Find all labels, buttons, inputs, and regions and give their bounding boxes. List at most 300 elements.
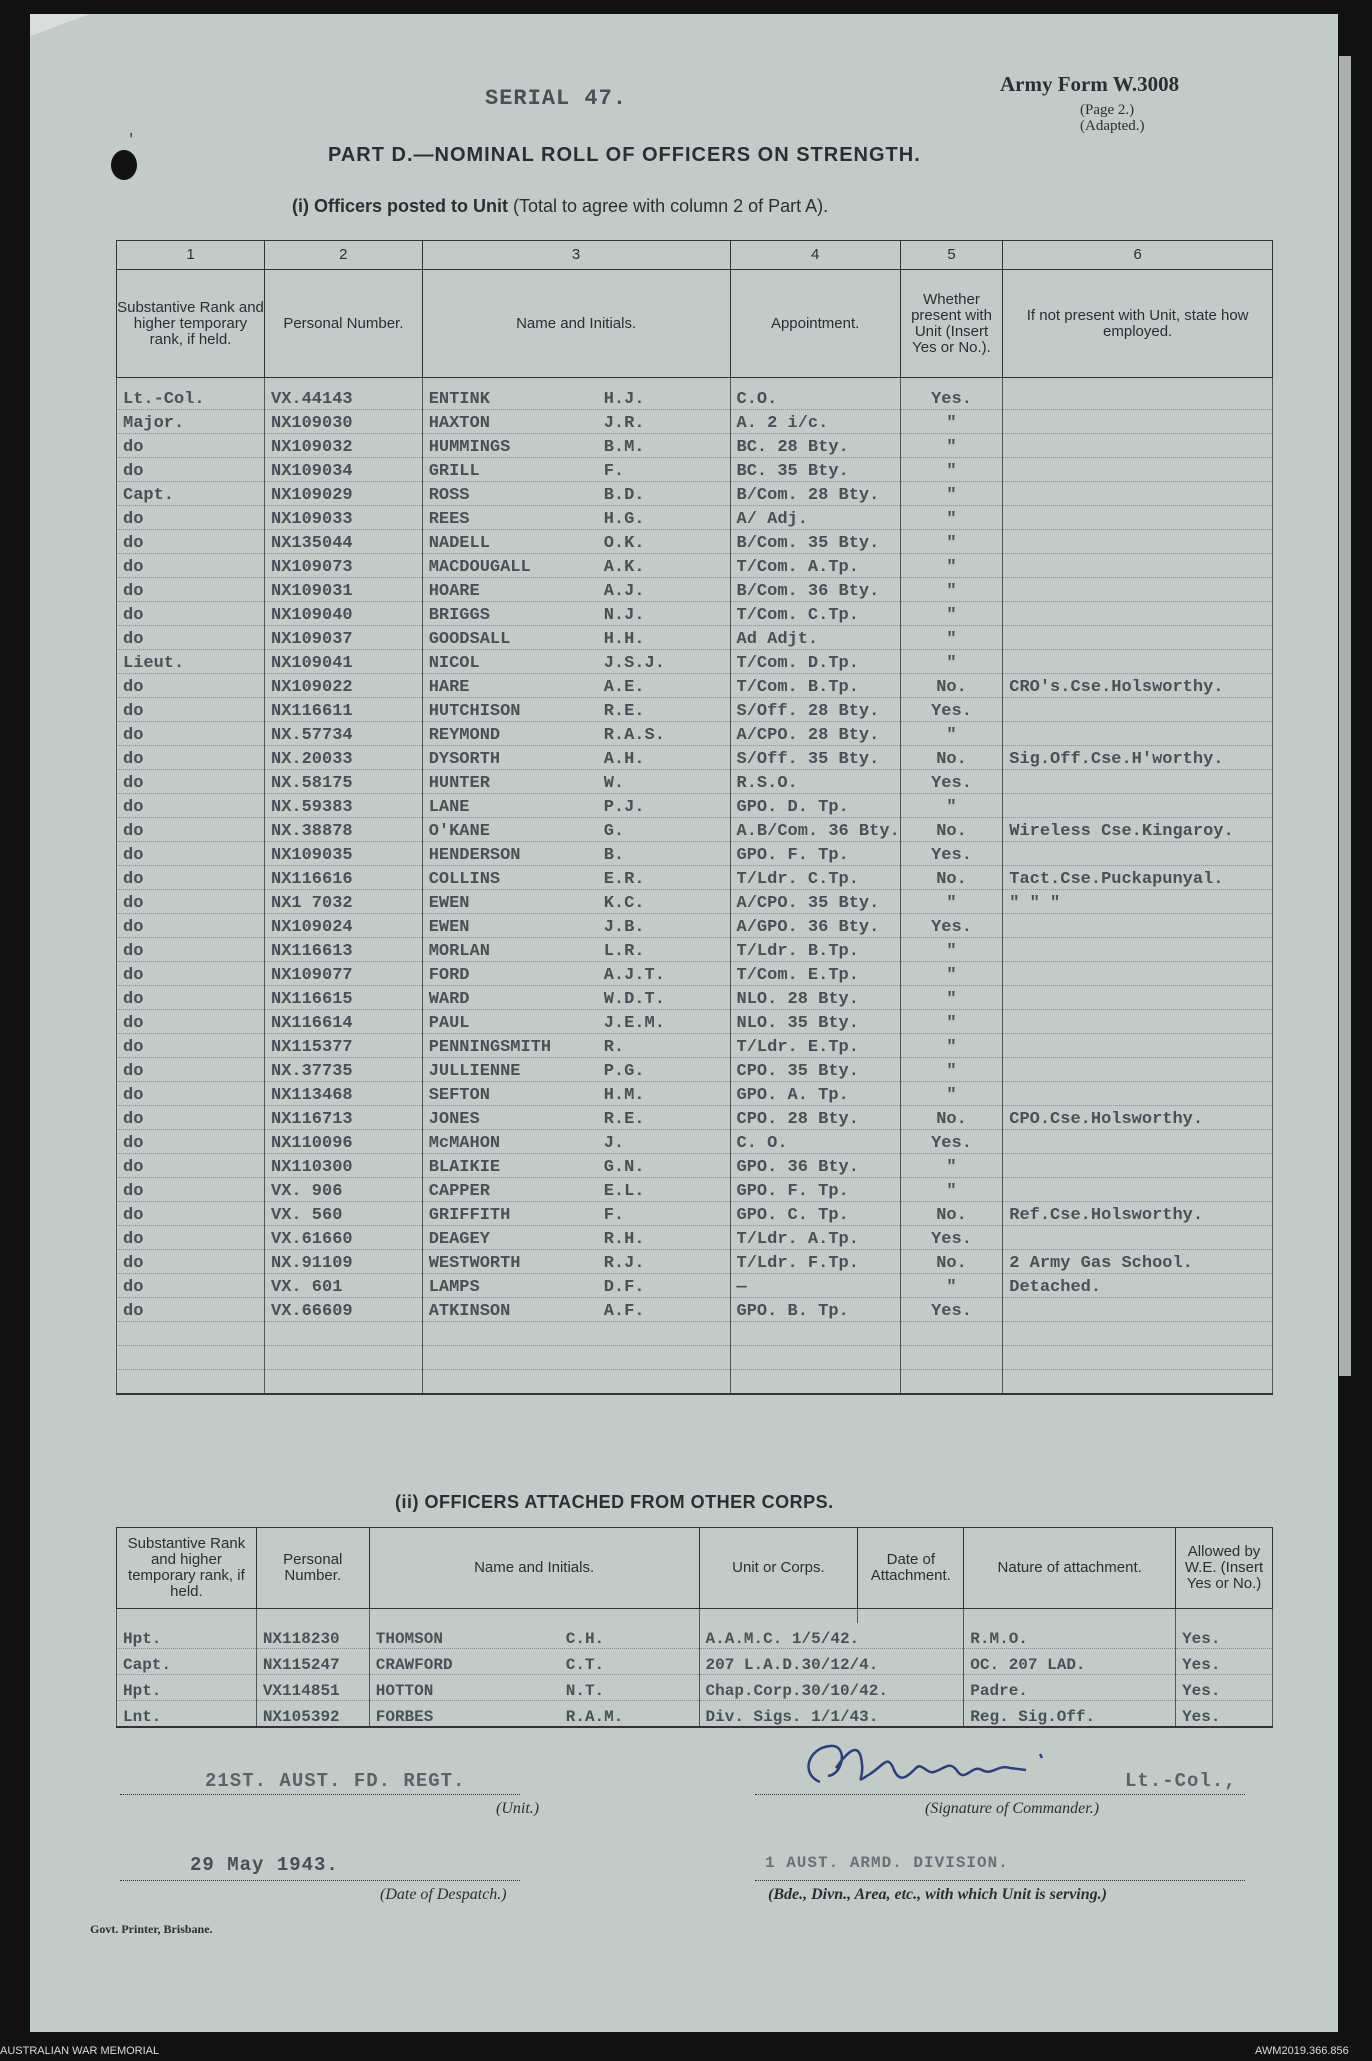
present-cell: Yes. — [900, 770, 1003, 794]
personal-number-cell: NX116613 — [265, 938, 423, 962]
table-row — [117, 818, 1273, 842]
surname: GRILL — [428, 462, 480, 481]
employment-cell — [1003, 1034, 1273, 1058]
personal-number-cell — [265, 1370, 423, 1395]
rank-cell: do — [117, 1226, 265, 1250]
rank-cell — [117, 1370, 265, 1395]
present-cell: " — [900, 890, 1003, 914]
name-cell — [422, 578, 730, 602]
employment-cell — [1003, 1154, 1273, 1178]
initials: K.C. — [603, 894, 645, 913]
employment-cell — [1003, 578, 1273, 602]
rank-cell: do — [117, 530, 265, 554]
appointment-cell: B/Com. 36 Bty. — [730, 578, 900, 602]
personal-number-cell: NX135044 — [265, 530, 423, 554]
appointment-cell: T/Ldr. E.Tp. — [730, 1034, 900, 1058]
present-cell: Yes. — [900, 698, 1003, 722]
surname: GOODSALL — [428, 630, 511, 649]
rank-cell: do — [117, 1010, 265, 1034]
paper-edge-tab — [1339, 56, 1351, 1376]
attached-spacer-row — [117, 1609, 1273, 1624]
surname: SEFTON — [428, 1086, 490, 1105]
name-cell — [422, 1298, 730, 1322]
name-cell — [422, 674, 730, 698]
table-row — [117, 1154, 1273, 1178]
present-cell: " — [900, 1058, 1003, 1082]
appointment-cell: GPO. 36 Bty. — [730, 1154, 900, 1178]
initials: F. — [603, 462, 625, 481]
rank-cell: do — [117, 986, 265, 1010]
surname: COLLINS — [428, 870, 501, 889]
present-cell: " — [900, 1034, 1003, 1058]
table-row — [117, 530, 1273, 554]
column-number: 3 — [422, 241, 730, 270]
name-cell — [422, 554, 730, 578]
archive-credit: AUSTRALIAN WAR MEMORIAL — [0, 2045, 160, 2057]
appointment-cell: T/Ldr. A.Tp. — [730, 1226, 900, 1250]
present-cell: " — [900, 434, 1003, 458]
name-cell — [422, 1226, 730, 1250]
surname: JULLIENNE — [428, 1062, 521, 1081]
surname: MORLAN — [428, 942, 490, 961]
present-cell: Yes. — [900, 1226, 1003, 1250]
appointment-cell: CPO. 28 Bty. — [730, 1106, 900, 1130]
name-cell — [422, 1370, 730, 1395]
rank-cell: do — [117, 1298, 265, 1322]
name-cell — [422, 770, 730, 794]
employment-cell: CPO.Cse.Holsworthy. — [1003, 1106, 1273, 1130]
commander-rank: Lt.-Col., — [1125, 1770, 1237, 1792]
rank-cell: do — [117, 434, 265, 458]
personal-number-cell: NX110096 — [265, 1130, 423, 1154]
name-cell — [422, 722, 730, 746]
appointment-cell: A.B/Com. 36 Bty. — [730, 818, 900, 842]
unit-and-date-cell: Chap.Corp.30/10/42. — [699, 1675, 964, 1701]
employment-cell — [1003, 986, 1273, 1010]
name-cell — [422, 1202, 730, 1226]
present-cell: " — [900, 1010, 1003, 1034]
surname: REES — [428, 510, 470, 529]
name-cell — [422, 1178, 730, 1202]
employment-cell — [1003, 962, 1273, 986]
surname: THOMSON — [375, 1630, 443, 1648]
present-cell: Yes. — [900, 914, 1003, 938]
table-row — [117, 962, 1273, 986]
table-row — [117, 578, 1273, 602]
column-header: If not present with Unit, state how employed. — [1003, 270, 1273, 378]
personal-number-cell: VX.44143 — [265, 378, 423, 410]
table-row — [117, 1034, 1273, 1058]
name-cell — [369, 1675, 699, 1701]
table-row — [117, 1010, 1273, 1034]
surname: LANE — [428, 798, 470, 817]
employment-cell: Wireless Cse.Kingaroy. — [1003, 818, 1273, 842]
rank-cell: Lieut. — [117, 650, 265, 674]
name-cell — [422, 698, 730, 722]
appointment-cell: — — [730, 1274, 900, 1298]
employment-cell: CRO's.Cse.Holsworthy. — [1003, 674, 1273, 698]
employment-cell — [1003, 1082, 1273, 1106]
personal-number-cell: VX. 906 — [265, 1178, 423, 1202]
present-cell: " — [900, 938, 1003, 962]
surname: LAMPS — [428, 1278, 480, 1297]
present-cell: Yes. — [900, 1130, 1003, 1154]
personal-number-cell: VX. 560 — [265, 1202, 423, 1226]
attached-column-header: Nature of attachment. — [964, 1528, 1176, 1609]
serial-number: SERIAL 47. — [485, 86, 628, 111]
table-row — [117, 602, 1273, 626]
name-cell — [422, 1154, 730, 1178]
table-row — [117, 626, 1273, 650]
table-row — [117, 770, 1273, 794]
initials: J.S.J. — [603, 654, 665, 673]
employment-cell — [1003, 1130, 1273, 1154]
attached-column-header: Substantive Rank and higher temporary rank, if held. — [117, 1528, 257, 1609]
nature-cell: OC. 207 LAD. — [964, 1649, 1176, 1675]
surname: PAUL — [428, 1014, 470, 1033]
surname: ROSS — [428, 486, 470, 505]
section-i-bold: (i) Officers posted to Unit — [292, 196, 508, 216]
archive-accession: AWM2019.366.856 — [1255, 2045, 1349, 2057]
surname: HOTTON — [375, 1682, 434, 1700]
appointment-cell: GPO. A. Tp. — [730, 1082, 900, 1106]
form-sheet — [30, 14, 1338, 2032]
spacer-cell — [256, 1609, 369, 1624]
table-row — [117, 866, 1273, 890]
personal-number-cell: NX116713 — [265, 1106, 423, 1130]
surname: EWEN — [428, 894, 470, 913]
appointment-cell: T/Com. E.Tp. — [730, 962, 900, 986]
attached-row — [117, 1649, 1273, 1675]
name-cell — [422, 650, 730, 674]
table-row — [117, 554, 1273, 578]
employment-cell — [1003, 842, 1273, 866]
personal-number-cell: NX.59383 — [265, 794, 423, 818]
initials: R.E. — [603, 702, 645, 721]
column-header: Whether present with Unit (Insert Yes or No.). — [900, 270, 1003, 378]
employment-cell — [1003, 482, 1273, 506]
table-row — [117, 650, 1273, 674]
initials: A.K. — [603, 558, 645, 577]
unit-and-date-cell: 207 L.A.D.30/12/4. — [699, 1649, 964, 1675]
present-cell: " — [900, 1274, 1003, 1298]
personal-number-cell — [265, 1322, 423, 1346]
table-row — [117, 506, 1273, 530]
present-cell: No. — [900, 674, 1003, 698]
attached-column-header: Personal Number. — [256, 1528, 369, 1609]
present-cell: " — [900, 722, 1003, 746]
personal-number-cell: NX109030 — [265, 410, 423, 434]
initials: R.J. — [603, 1254, 645, 1273]
employment-cell — [1003, 1058, 1273, 1082]
rank-cell: do — [117, 770, 265, 794]
initials: J.R. — [603, 414, 645, 433]
employment-cell: Detached. — [1003, 1274, 1273, 1298]
name-cell — [422, 866, 730, 890]
name-cell — [369, 1649, 699, 1675]
rank-cell: do — [117, 554, 265, 578]
surname: McMAHON — [428, 1134, 501, 1153]
name-cell — [422, 1106, 730, 1130]
surname: HUTCHISON — [428, 702, 521, 721]
rank-cell: do — [117, 1178, 265, 1202]
employment-cell: Ref.Cse.Holsworthy. — [1003, 1202, 1273, 1226]
appointment-cell: T/Com. A.Tp. — [730, 554, 900, 578]
present-cell: " — [900, 794, 1003, 818]
table-row — [117, 1346, 1273, 1370]
employment-cell — [1003, 458, 1273, 482]
despatch-date-typed: 29 May 1943. — [190, 1854, 339, 1876]
present-cell: " — [900, 650, 1003, 674]
employment-cell — [1003, 938, 1273, 962]
table-row — [117, 482, 1273, 506]
personal-number-cell: NX.58175 — [265, 770, 423, 794]
attached-column-header: Unit or Corps. — [699, 1528, 858, 1609]
attached-row — [117, 1675, 1273, 1701]
personal-number-cell: NX116611 — [265, 698, 423, 722]
personal-number-cell: NX.57734 — [265, 722, 423, 746]
initials: W.D.T. — [603, 990, 665, 1009]
rank-cell: do — [117, 626, 265, 650]
initials: P.G. — [603, 1062, 645, 1081]
initials: R.A.M. — [565, 1708, 624, 1726]
name-cell — [422, 1250, 730, 1274]
present-cell: " — [900, 626, 1003, 650]
rank-cell: Lnt. — [117, 1701, 257, 1728]
rank-cell: do — [117, 1202, 265, 1226]
employment-cell — [1003, 626, 1273, 650]
rank-cell: Hpt. — [117, 1675, 257, 1701]
personal-number-cell: VX. 601 — [265, 1274, 423, 1298]
employment-cell — [1003, 1298, 1273, 1322]
appointment-cell: GPO. C. Tp. — [730, 1202, 900, 1226]
initials: R.E. — [603, 1110, 645, 1129]
formation-line — [755, 1880, 1245, 1881]
spacer-cell — [369, 1609, 699, 1624]
column-number: 5 — [900, 241, 1003, 270]
present-cell: " — [900, 530, 1003, 554]
nature-cell: R.M.O. — [964, 1623, 1176, 1649]
unit-label: (Unit.) — [496, 1800, 540, 1817]
attached-column-header: Allowed by W.E. (Insert Yes or No.) — [1176, 1528, 1273, 1609]
section-i-title — [292, 196, 828, 217]
table-row — [117, 1082, 1273, 1106]
table-row — [117, 914, 1273, 938]
present-cell: No. — [900, 866, 1003, 890]
table-row — [117, 722, 1273, 746]
surname: FORD — [428, 966, 470, 985]
unit-typed: 21ST. AUST. FD. REGT. — [205, 1770, 466, 1792]
name-cell — [422, 626, 730, 650]
torn-corner — [30, 14, 90, 36]
spacer-cell — [964, 1609, 1176, 1624]
allowed-cell: Yes. — [1176, 1649, 1273, 1675]
name-cell — [422, 794, 730, 818]
page-number: (Page 2.) — [1080, 102, 1135, 118]
employment-cell: " " " — [1003, 890, 1273, 914]
personal-number-cell: NX109029 — [265, 482, 423, 506]
rank-cell: do — [117, 1034, 265, 1058]
appointment-cell: GPO. F. Tp. — [730, 842, 900, 866]
name-cell — [422, 746, 730, 770]
formation-typed: 1 AUST. ARMD. DIVISION. — [765, 1854, 1009, 1872]
adapted-note: (Adapted.) — [1080, 118, 1145, 134]
rank-cell: Lt.-Col. — [117, 378, 265, 410]
personal-number-cell: NX.91109 — [265, 1250, 423, 1274]
employment-cell — [1003, 506, 1273, 530]
surname: DYSORTH — [428, 750, 501, 769]
spacer-cell — [117, 1609, 257, 1624]
initials: A.H. — [603, 750, 645, 769]
rank-cell: Capt. — [117, 482, 265, 506]
personal-number-cell: VX114851 — [256, 1675, 369, 1701]
surname: O'KANE — [428, 822, 490, 841]
table-row — [117, 1058, 1273, 1082]
initials: C.T. — [565, 1656, 605, 1674]
personal-number-cell: NX109037 — [265, 626, 423, 650]
employment-cell — [1003, 602, 1273, 626]
name-cell — [422, 1082, 730, 1106]
present-cell: " — [900, 410, 1003, 434]
initials: C.H. — [565, 1630, 605, 1648]
attached-row — [117, 1701, 1273, 1728]
appointment-cell: A/ Adj. — [730, 506, 900, 530]
rank-cell: Major. — [117, 410, 265, 434]
unit-and-date-cell: A.A.M.C. 1/5/42. — [699, 1623, 964, 1649]
surname: NICOL — [428, 654, 480, 673]
employment-cell — [1003, 1346, 1273, 1370]
rank-cell: do — [117, 1250, 265, 1274]
initials: W. — [603, 774, 625, 793]
rank-cell: do — [117, 746, 265, 770]
surname: FORBES — [375, 1708, 434, 1726]
spacer-cell — [699, 1609, 858, 1624]
rank-cell: do — [117, 794, 265, 818]
column-number: 2 — [265, 241, 423, 270]
page-title: PART D.—NOMINAL ROLL OF OFFICERS ON STRENGTH. — [328, 144, 921, 166]
table-row — [117, 1106, 1273, 1130]
employment-cell — [1003, 722, 1273, 746]
personal-number-cell — [265, 1346, 423, 1370]
surname: CAPPER — [428, 1182, 490, 1201]
rank-cell: do — [117, 506, 265, 530]
personal-number-cell: NX109035 — [265, 842, 423, 866]
employment-cell — [1003, 650, 1273, 674]
employment-cell — [1003, 1178, 1273, 1202]
initials: R.H. — [603, 1230, 645, 1249]
table-row — [117, 1130, 1273, 1154]
personal-number-cell: NX110300 — [265, 1154, 423, 1178]
name-cell — [422, 482, 730, 506]
present-cell: " — [900, 962, 1003, 986]
signature-line — [755, 1794, 1245, 1795]
rank-cell — [117, 1346, 265, 1370]
initials: A.E. — [603, 678, 645, 697]
employment-cell — [1003, 770, 1273, 794]
surname: HUMMINGS — [428, 438, 511, 457]
appointment-cell: B/Com. 28 Bty. — [730, 482, 900, 506]
appointment-cell: BC. 35 Bty. — [730, 458, 900, 482]
rank-cell: do — [117, 1082, 265, 1106]
surname: REYMOND — [428, 726, 501, 745]
appointment-cell: S/Off. 28 Bty. — [730, 698, 900, 722]
section-ii-title: (ii) OFFICERS ATTACHED FROM OTHER CORPS. — [395, 1492, 834, 1512]
table-row — [117, 1178, 1273, 1202]
table-row — [117, 410, 1273, 434]
attached-column-header: Date of Attachment. — [858, 1528, 964, 1609]
initials: N.T. — [565, 1682, 605, 1700]
surname: HOARE — [428, 582, 480, 601]
initials: J. — [603, 1134, 625, 1153]
present-cell: Yes. — [900, 378, 1003, 410]
employment-cell — [1003, 554, 1273, 578]
spacer-cell — [858, 1609, 964, 1624]
table-row — [117, 698, 1273, 722]
appointment-cell: GPO. B. Tp. — [730, 1298, 900, 1322]
officers-attached-table — [116, 1527, 1273, 1728]
surname: GRIFFITH — [428, 1206, 511, 1225]
employment-cell — [1003, 794, 1273, 818]
table-row — [117, 1250, 1273, 1274]
attached-row — [117, 1623, 1273, 1649]
name-cell — [422, 1010, 730, 1034]
name-cell — [422, 890, 730, 914]
employment-cell: 2 Army Gas School. — [1003, 1250, 1273, 1274]
rank-cell: do — [117, 698, 265, 722]
appointment-cell: T/Ldr. C.Tp. — [730, 866, 900, 890]
present-cell: " — [900, 1082, 1003, 1106]
surname: HAXTON — [428, 414, 490, 433]
name-cell — [422, 1322, 730, 1346]
initials: E.L. — [603, 1182, 645, 1201]
employment-cell — [1003, 1322, 1273, 1346]
initials: R. — [603, 1038, 625, 1057]
formation-label: (Bde., Divn., Area, etc., with which Unit is serving.) — [768, 1886, 1107, 1903]
name-cell — [422, 1346, 730, 1370]
initials: L.R. — [603, 942, 645, 961]
rank-cell: do — [117, 1154, 265, 1178]
personal-number-cell: NX109077 — [265, 962, 423, 986]
surname: CRAWFORD — [375, 1656, 453, 1674]
appointment-cell: C.O. — [730, 378, 900, 410]
section-i-note: (Total to agree with column 2 of Part A). — [513, 196, 829, 216]
column-header: Personal Number. — [265, 270, 423, 378]
appointment-cell: GPO. F. Tp. — [730, 1178, 900, 1202]
rank-cell: Capt. — [117, 1649, 257, 1675]
initials: N.J. — [603, 606, 645, 625]
appointment-cell: S/Off. 35 Bty. — [730, 746, 900, 770]
personal-number-cell: NX116616 — [265, 866, 423, 890]
surname: HUNTER — [428, 774, 490, 793]
initials: G.N. — [603, 1158, 645, 1177]
name-cell — [369, 1623, 699, 1649]
personal-number-cell: NX109073 — [265, 554, 423, 578]
attached-column-header: Name and Initials. — [369, 1528, 699, 1609]
attached-header-row — [117, 1528, 1273, 1609]
present-cell: No. — [900, 1250, 1003, 1274]
name-cell — [422, 410, 730, 434]
rank-cell: do — [117, 1106, 265, 1130]
appointment-cell: B/Com. 35 Bty. — [730, 530, 900, 554]
employment-cell — [1003, 530, 1273, 554]
table-row — [117, 1274, 1273, 1298]
rank-cell: do — [117, 866, 265, 890]
employment-cell — [1003, 914, 1273, 938]
personal-number-cell: NX1 7032 — [265, 890, 423, 914]
present-cell: " — [900, 458, 1003, 482]
present-cell: No. — [900, 1202, 1003, 1226]
name-cell — [422, 818, 730, 842]
